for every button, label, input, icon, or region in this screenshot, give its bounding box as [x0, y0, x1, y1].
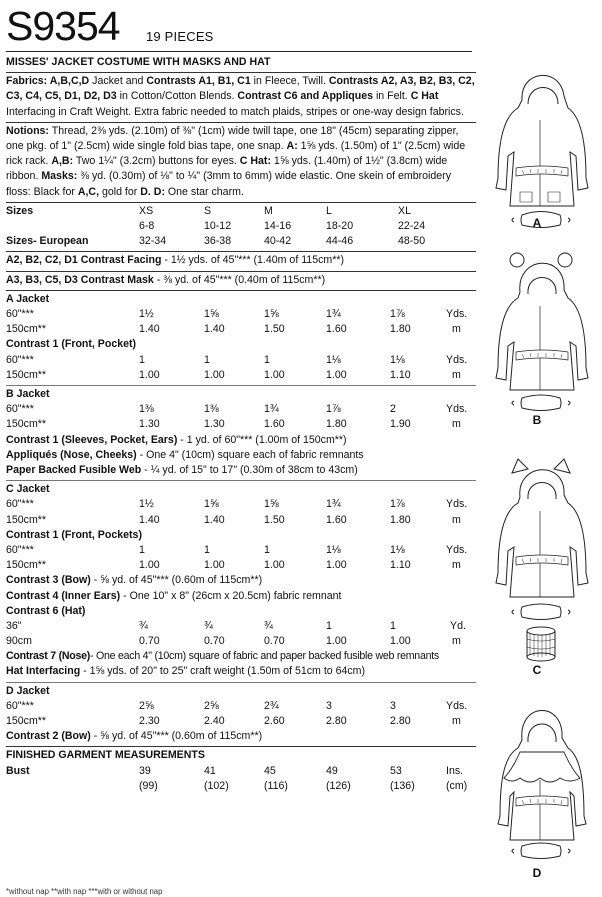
d-contrast-2-line [6, 729, 476, 744]
cell: 1½ [139, 308, 154, 320]
notions-view: Masks: [41, 170, 78, 183]
notions-view: A: [286, 140, 298, 153]
c-contrast-3-label: Contrast 3 (Bow) [6, 574, 91, 587]
fabrics-contrasts-1: Contrasts A1, B1, C1 [146, 75, 251, 88]
cell: 1⅞ [326, 403, 341, 416]
unit-cell: Yds. [446, 308, 468, 320]
header-divider [6, 51, 472, 52]
c-contrast-1-title: Contrast 1 (Front, Pockets) [6, 528, 142, 541]
d-jacket-title: D Jacket [6, 684, 50, 697]
fabrics-paragraph [6, 74, 476, 120]
fabrics-contrasts-2: Contrasts A2, A3, B2, B3, C2, C3, C4, C5, D1, D2, D3 [6, 75, 475, 103]
cell: 1.40 [204, 513, 225, 526]
cell: 1⅜ [204, 403, 219, 416]
cell: (126) [326, 779, 351, 792]
cell: 1.50 [264, 513, 285, 526]
cell: 1.30 [139, 418, 160, 431]
yardage-row [6, 513, 476, 528]
cell: 0.70 [139, 635, 160, 648]
c-hat-interfacing-text: - 1⅝ yds. of 20" to 25" craft weight (1.50m of 51cm to 64cm) [80, 665, 366, 678]
size-cell: 14-16 [264, 220, 292, 233]
d-contrast-2-text: - ⅝ yd. of 45"*** (0.60m of 115cm**) [90, 730, 263, 743]
hooded-jacket-a-drawing [482, 60, 600, 235]
cell: 2.40 [204, 715, 225, 728]
fabrics-text: Jacket and [89, 75, 147, 88]
size-cell: 48-50 [398, 235, 426, 248]
cell: ¾ [139, 619, 148, 632]
size-cell: 40-42 [264, 235, 292, 248]
b-appliques-label: Appliqués (Nose, Cheeks) [6, 448, 137, 461]
facing-section [6, 252, 476, 271]
a-jacket-section [6, 291, 476, 386]
cell: 1.50 [264, 323, 285, 336]
view-b-figure [482, 250, 600, 415]
c-contrast-7-text: - One each 4" (10cm) square of fabric and paper backed fusible web remnants [90, 650, 439, 663]
cell: 2.80 [390, 715, 411, 728]
row-label: 90cm [6, 635, 32, 648]
sizes-label: Sizes [6, 204, 34, 217]
notions-view: D. [140, 185, 151, 198]
b-jacket-section [6, 386, 476, 481]
notions-paragraph [6, 124, 476, 200]
unit-cell: m [452, 559, 461, 572]
c-contrast-3-line [6, 573, 476, 588]
b-fusible-web-text: - ¼ yd. of 15" to 17" (0.30m of 38cm to 43cm) [141, 463, 358, 476]
size-cell: 6-8 [139, 220, 155, 233]
view-illustrations [482, 60, 600, 890]
sizes-section [6, 203, 476, 253]
notions-view: C Hat: [239, 155, 271, 168]
size-cell: 10-12 [204, 220, 232, 233]
cell: 1.00 [326, 368, 347, 381]
finished-measurements-title: FINISHED GARMENT MEASUREMENTS [6, 749, 205, 762]
size-cell: XL [398, 204, 411, 217]
fabrics-text: in Fleece, Twill. [250, 75, 329, 88]
cell: 1.80 [390, 323, 411, 336]
cell: 1 [264, 353, 270, 366]
fabrics-views: A,B,C,D [47, 75, 90, 88]
unit-cell: Yds. [446, 699, 468, 712]
cell: 3 [326, 699, 332, 712]
cell: 1.80 [326, 418, 347, 431]
cell: 1.00 [264, 559, 285, 572]
row-label: 150cm** [6, 715, 47, 728]
unit-cell: m [452, 418, 461, 431]
c-contrast-4-text: - One 10" x 8" (26cm x 20.5cm) fabric remnant [120, 589, 342, 602]
unit-cell: (cm) [446, 779, 468, 792]
d-contrast-2-label: Contrast 2 (Bow) [6, 730, 91, 743]
yardage-row [6, 543, 476, 558]
yardage-row [6, 322, 476, 337]
a-contrast-1-title: Contrast 1 (Front, Pocket) [6, 338, 137, 351]
cell: 1.80 [390, 513, 411, 526]
b-appliques-text: - One 4" (10cm) square each of fabric remnants [136, 448, 364, 461]
fabrics-text: in Cotton/Cotton Blends. [116, 90, 238, 103]
cell: 1⅛ [390, 353, 405, 366]
cell: 1 [139, 353, 145, 366]
facing-text: - 1½ yds. of 45"*** (1.40m of 115cm**) [161, 254, 344, 267]
cell: (116) [264, 779, 288, 792]
b-contrast-1-line [6, 433, 476, 448]
cell: 1½ [139, 498, 154, 511]
cell: 1⅛ [390, 543, 405, 556]
cell: 41 [204, 764, 216, 777]
a-jacket-title: A Jacket [6, 292, 50, 305]
unit-cell: m [452, 715, 461, 728]
cell: 1.60 [264, 418, 285, 431]
row-label: 60"*** [6, 353, 34, 366]
b-contrast-1-label: Contrast 1 (Sleeves, Pocket, Ears) [6, 433, 178, 446]
c-contrast-4-line [6, 589, 476, 604]
piece-count: 19 PIECES [146, 29, 214, 44]
sizes-eu-label: Sizes- European [6, 235, 89, 248]
row-label: 60"*** [6, 403, 34, 416]
yardage-row [6, 497, 476, 512]
fabrics-label: Fabrics: [6, 75, 48, 88]
cell: 3 [390, 699, 396, 712]
unit-cell: Yd. [450, 619, 466, 632]
view-c-figure [482, 455, 600, 680]
caped-jacket-d-drawing [482, 700, 600, 870]
yardage-row [6, 402, 476, 417]
unit-cell: m [452, 635, 461, 648]
yardage-row [6, 714, 476, 729]
pattern-title: MISSES' JACKET COSTUME WITH MASKS AND HAT [6, 56, 271, 68]
cell: (99) [139, 779, 158, 792]
cell: 49 [326, 764, 338, 777]
unit-cell: Ins. [446, 764, 464, 777]
cell: 39 [139, 764, 151, 777]
c-contrast-3-text: - ⅝ yd. of 45"*** (0.60m of 115cm**) [90, 574, 263, 587]
yardage-row [6, 353, 476, 368]
cell: 1.10 [390, 368, 411, 381]
size-cell: 22-24 [398, 220, 426, 233]
cell: 1.40 [139, 323, 160, 336]
c-contrast-7-line [6, 649, 476, 664]
c-contrast-4-label: Contrast 4 (Inner Ears) [6, 589, 121, 602]
cell: 2⅝ [139, 699, 154, 712]
b-contrast-1-text: - 1 yd. of 60"*** (1.00m of 150cm**) [177, 433, 347, 446]
row-label: 36" [6, 619, 22, 632]
c-contrast-7-label: Contrast 7 (Nose) [6, 650, 91, 663]
sizes-letter-row [6, 204, 476, 219]
view-d-label: D [532, 866, 542, 880]
notions-label: Notions: [6, 124, 49, 137]
cell: 1⅝ [264, 308, 279, 320]
notions-text: One star charm. [164, 185, 244, 198]
unit-cell: Yds. [446, 543, 468, 556]
cell: 2.30 [139, 715, 160, 728]
notions-view: A,B: [51, 155, 74, 168]
yardage-row [6, 368, 476, 383]
cell: 1⅝ [204, 498, 219, 511]
row-label: 150cm** [6, 559, 47, 572]
cell: 1⅜ [139, 403, 154, 416]
c-contrast-6-title: Contrast 6 (Hat) [6, 604, 86, 617]
sizes-number-row [6, 219, 476, 234]
cell: 1.00 [204, 559, 225, 572]
row-label: 60"*** [6, 308, 34, 320]
cell: 1.40 [139, 513, 160, 526]
cell: 2.60 [264, 715, 285, 728]
cell: 1 [204, 353, 210, 366]
yardage-row [6, 307, 476, 322]
cell: 1⅝ [204, 308, 219, 320]
notions-text: ⅜ yd. (0.30m) of ⅛" to ¼" (3mm to 6mm) wide elastic. One skein of embroidery floss: Black for [6, 170, 451, 198]
fabrics-text: in Felt. [373, 90, 411, 103]
notions-text: 1⅝ yds. (1.50m) of 1" (2.5cm) wide rick rack. [6, 140, 466, 168]
cell: 1¾ [326, 308, 341, 320]
size-cell: 18-20 [326, 220, 354, 233]
cell: 1.00 [139, 559, 160, 572]
mask-line [6, 273, 476, 288]
notions-text: Two 1¼" (3.2cm) buttons for eyes. [73, 155, 240, 168]
b-appliques-line [6, 448, 476, 463]
view-d-figure [482, 700, 600, 870]
size-cell: XS [139, 204, 154, 217]
size-cell: M [264, 204, 273, 217]
size-cell: 36-38 [204, 235, 232, 248]
row-label: 150cm** [6, 418, 47, 431]
cell: 2¾ [264, 699, 279, 712]
view-c-label: C [532, 663, 542, 677]
cell: 0.70 [264, 635, 285, 648]
sizes-eu-row [6, 234, 476, 249]
cell: 1 [390, 619, 396, 632]
unit-cell: m [452, 323, 461, 336]
fabrics-contrast-felt: Contrast C6 and Appliques [237, 90, 373, 103]
cell: 1¾ [264, 403, 279, 416]
cell: 45 [264, 764, 276, 777]
cell: ¾ [264, 619, 273, 632]
unit-cell: Yds. [446, 403, 468, 416]
yardage-row [6, 417, 476, 432]
size-cell: L [326, 204, 332, 217]
unit-cell: Yds. [446, 498, 468, 511]
view-a-label: A [532, 216, 542, 230]
notions-view: D: [153, 185, 165, 198]
cell: 1.00 [204, 368, 225, 381]
bust-inches-row [6, 764, 476, 779]
fabrics-text: Interfacing in Craft Weight. Extra fabric needed to match plaids, stripes or one-way design fabrics. [6, 105, 464, 118]
notions-view: A,C, [77, 185, 100, 198]
cell: (102) [204, 779, 229, 792]
size-cell: S [204, 204, 212, 217]
cell: 2 [390, 403, 396, 416]
c-jacket-title: C Jacket [6, 483, 50, 496]
cat-jacket-c-drawing [482, 455, 600, 680]
cell: 1 [264, 543, 270, 556]
unit-cell: m [452, 513, 461, 526]
row-label: 150cm** [6, 513, 47, 526]
pattern-header [6, 2, 476, 50]
bear-jacket-b-drawing [482, 250, 600, 415]
cell: 1.00 [326, 635, 347, 648]
cell: 1⅞ [390, 498, 405, 511]
c-hat-interfacing-label: Hat Interfacing [6, 665, 81, 678]
mask-section [6, 272, 476, 291]
facing-label: A2, B2, C2, D1 Contrast Facing [6, 254, 162, 267]
unit-cell: Yds. [446, 353, 468, 366]
bust-cm-row [6, 779, 476, 794]
cell: (136) [390, 779, 415, 792]
cell: 1.00 [264, 368, 285, 381]
notions-section [6, 123, 476, 203]
fabrics-hat: C Hat [410, 90, 439, 103]
b-fusible-web-line [6, 463, 476, 478]
notions-text: 1⅝ yds. (1.40m) of 1½" (3.8cm) wide ribbon. [6, 155, 448, 183]
title-section [6, 54, 476, 73]
cell: 1.00 [139, 368, 160, 381]
cell: 1.00 [326, 559, 347, 572]
cell: 1.30 [204, 418, 225, 431]
cell: 1.00 [390, 635, 411, 648]
bust-label: Bust [6, 764, 30, 777]
d-jacket-section [6, 683, 476, 748]
cell: 1¾ [326, 498, 341, 511]
cell: 1.40 [204, 323, 225, 336]
cell: 1⅛ [326, 543, 341, 556]
size-cell: 32-34 [139, 235, 167, 248]
c-hat-interfacing-line [6, 664, 476, 679]
top-hat-icon [527, 627, 555, 661]
size-cell: 44-46 [326, 235, 354, 248]
cell: 2.80 [326, 715, 347, 728]
cell: ¾ [204, 619, 213, 632]
mask-label: A3, B3, C5, D3 Contrast Mask [6, 273, 154, 286]
row-label: 60"*** [6, 543, 34, 556]
notions-text: gold for [99, 185, 141, 198]
cell: 1⅞ [390, 308, 405, 320]
unit-cell: m [452, 368, 461, 381]
yardage-row [6, 634, 476, 649]
mask-text: - ⅜ yd. of 45"*** (0.40m of 115cm**) [153, 273, 326, 286]
cell: 0.70 [204, 635, 225, 648]
cell: 1⅛ [326, 353, 341, 366]
cell: 2⅝ [204, 699, 219, 712]
yardage-chart [6, 54, 476, 794]
view-a-figure [482, 60, 600, 235]
yardage-row [6, 699, 476, 714]
mask-c-icon [521, 604, 561, 620]
row-label: 150cm** [6, 323, 47, 336]
view-b-label: B [532, 413, 542, 427]
cell: 1.60 [326, 513, 347, 526]
row-label: 60"*** [6, 498, 34, 511]
mask-d-icon [521, 843, 561, 859]
b-fusible-web-label: Paper Backed Fusible Web [6, 463, 142, 476]
finished-measurements-section [6, 747, 476, 794]
yardage-row [6, 619, 476, 634]
footnote: *without nap **with nap ***with or without nap [6, 887, 163, 896]
row-label: 150cm** [6, 368, 47, 381]
c-jacket-section [6, 481, 476, 683]
cell: 1.60 [326, 323, 347, 336]
cell: 53 [390, 764, 402, 777]
cell: 1⅝ [264, 498, 279, 511]
cell: 1 [326, 619, 332, 632]
b-jacket-title: B Jacket [6, 387, 50, 400]
notions-text: Thread, 2⅜ yds. (2.10m) of ⅜" (1cm) wide twill tape, one 18" (45cm) separating zipper, one pkg. of 1" (2.5cm) wide single fold bias tape, one snap. [6, 124, 459, 153]
cell: 1.90 [390, 418, 411, 431]
fabrics-section [6, 73, 476, 123]
cell: 1 [204, 543, 210, 556]
cell: 1.10 [390, 559, 411, 572]
pattern-number: S9354 [6, 3, 120, 49]
row-label: 60"*** [6, 699, 34, 712]
mask-b-icon [521, 395, 561, 411]
facing-line [6, 253, 476, 268]
yardage-row [6, 558, 476, 573]
cell: 1 [139, 543, 145, 556]
